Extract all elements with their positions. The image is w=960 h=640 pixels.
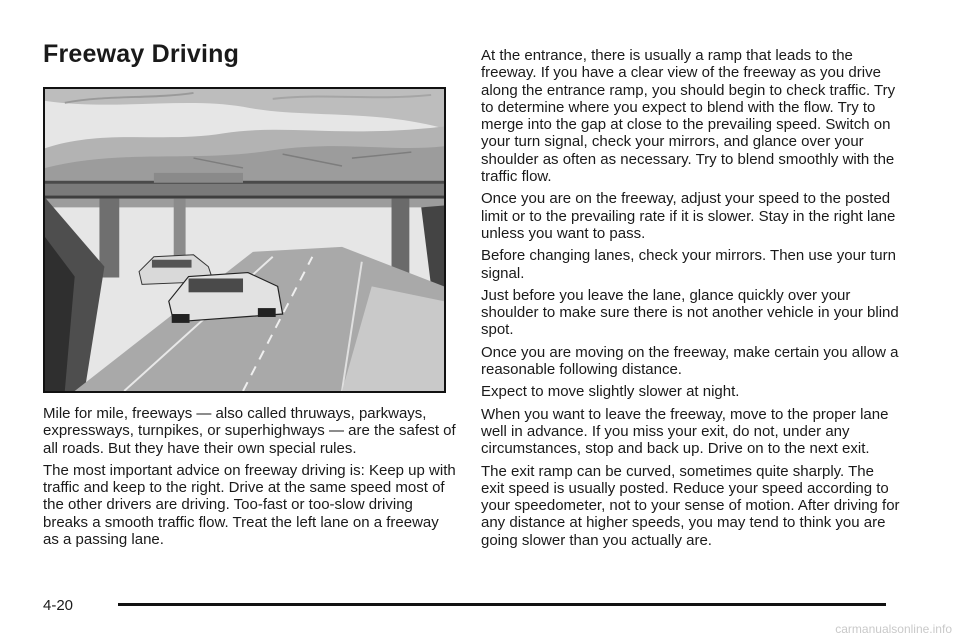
paragraph: Expect to move slightly slower at night. — [481, 383, 740, 401]
paragraph: The most important advice on freeway driving is: Keep up with traffic and keep to the right. Drive at the same speed most of the other drivers are driving. Too-fast or too-slow driving breaks a smooth traffic flow. Treat the left lane on a freeway as a passing lane. — [43, 461, 456, 549]
front-car — [169, 273, 283, 323]
freeway-illustration — [43, 87, 446, 393]
paragraph: Before changing lanes, check your mirrors. Then use your turn signal. — [481, 247, 896, 282]
paragraph: The exit ramp can be curved, sometimes quite sharply. The exit speed is usually posted. Reduce your speed according to your speedometer, not to your sense of motion. After driving for any distance at higher speeds, you may tend to think you are going slower than you actually are. — [481, 462, 900, 549]
left-column-text — [43, 405, 458, 553]
right-column-text — [481, 47, 901, 554]
paragraph: Once you are moving on the freeway, make certain you allow a reasonable following distance. — [481, 343, 899, 379]
paragraph: At the entrance, there is usually a ramp that leads to the freeway. If you have a clear view of the freeway as you drive along the entrance ramp, you should begin to check traffic. Try to determine where you expect to blend with the flow. Try to merge into the gap at close to the prevailing speed. Switch on your turn signal, check your mirrors, and glance over your shoulder as often as necessary. Try to blend smoothly with the traffic flow. — [481, 47, 896, 186]
freeway-scene-image — [45, 89, 444, 391]
paragraph: Once you are on the freeway, adjust your speed to the posted limit or to the prevailing rate if it is slower. Stay in the right lane unless you want to pass. — [481, 190, 896, 242]
page-number: 4-20 — [43, 597, 74, 614]
paragraph: Just before you leave the lane, glance quickly over your shoulder to make sure there is not another vehicle in your blind spot. — [481, 286, 899, 339]
paragraph: When you want to leave the freeway, move to the proper lane well in advance. If you miss your exit, do not, under any circumstances, stop and back up. Drive on to the next exit. — [481, 405, 889, 458]
page-title: Freeway Driving — [43, 40, 240, 68]
paragraph: Mile for mile, freeways — also called thruways, parkways, expressways, turnpikes, or superhighways — are the safest of all roads. But they have their own special rules. — [43, 405, 456, 457]
watermark: carmanualsonline.info — [835, 622, 952, 636]
footer-rule — [118, 603, 886, 606]
